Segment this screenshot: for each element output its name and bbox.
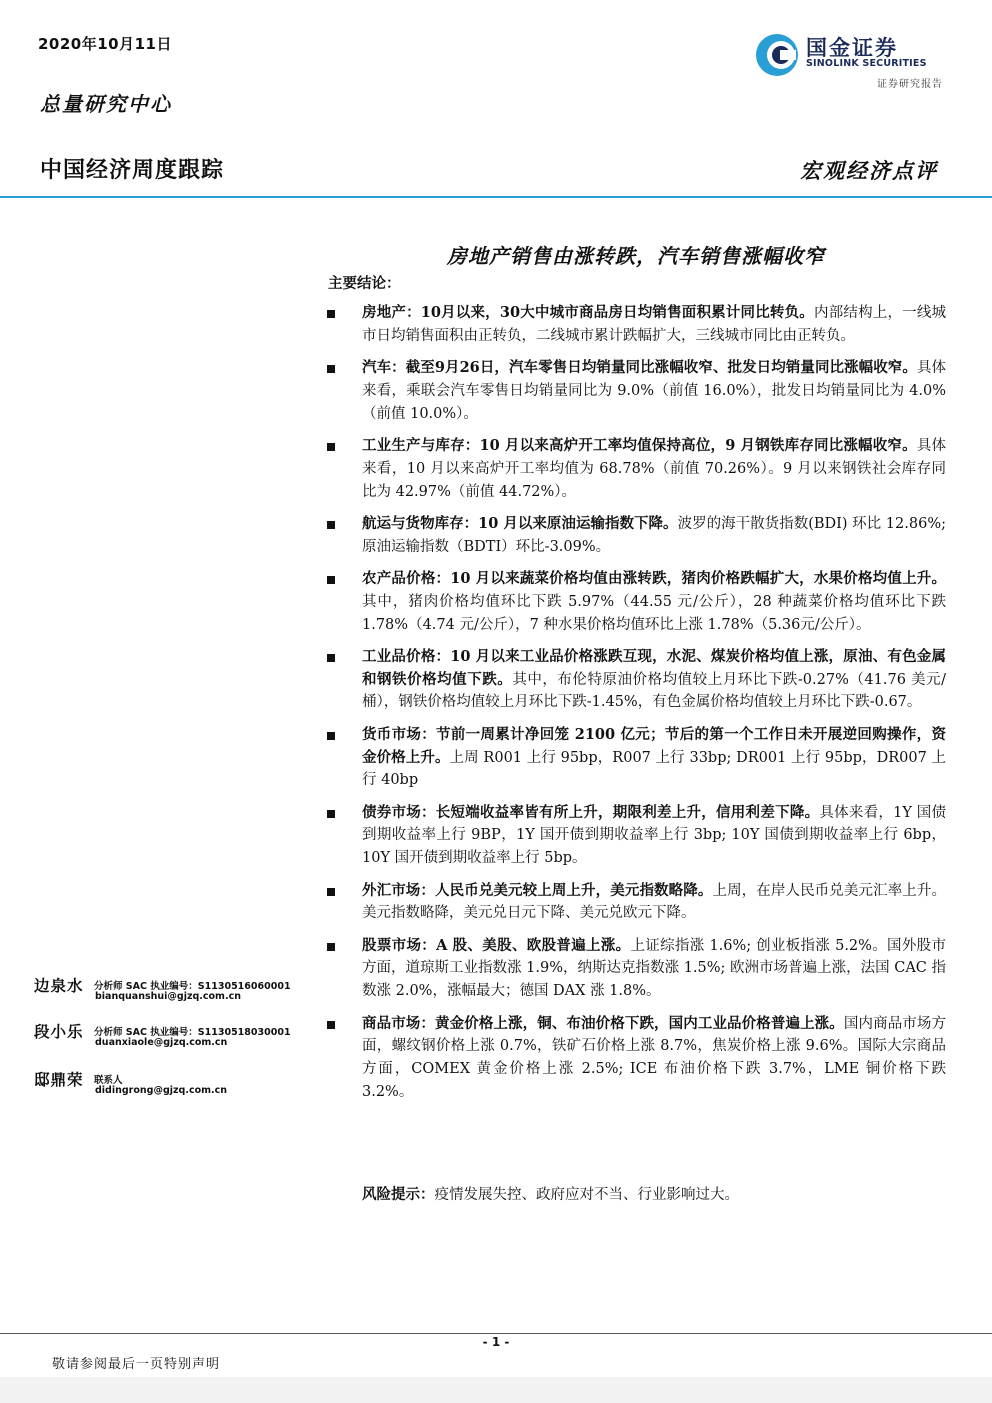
bullet-body: 具体来看，10 月以来高炉开工率均值为 68.78%（前值 70.26%）。9 月以来钢铁社会库存同比为 42.97%（前值 44.72%）。: [362, 437, 946, 500]
bullet-heading: 房地产：10月以来，30大中城市商品房日均销售面积累计同比转负。: [362, 304, 814, 321]
bullet-heading: 股票市场：A 股、美股、欧股普遍上涨。: [362, 936, 631, 954]
bullet-heading: 债券市场：长短端收益率皆有所上升，期限利差上升，信用利差下降。: [362, 803, 820, 821]
bullet-heading: 工业生产与库存：10 月以来高炉开工率均值保持高位，9 月钢铁库存同比涨幅收窄。: [362, 436, 917, 454]
analyst-name: 边泉水: [34, 976, 84, 995]
bullet-heading: 汽车：截至9月26日，汽车零售日均销量同比涨幅收窄、批发日均销量同比涨幅收窄。: [362, 359, 917, 377]
bullet-square-icon: [327, 888, 335, 896]
bullet-heading: 货币市场：节前一周累计净回笼 2100 亿元；节后的第一个工作日未开展逆回购操作，资金价格上升。: [362, 725, 946, 766]
analyst-role: 联系人: [94, 1075, 123, 1086]
risk-warning: [362, 1184, 739, 1206]
report-headline: 房地产销售由涨转跌，汽车销售涨幅收窄: [447, 244, 825, 268]
bullet-heading: 商品市场：黄金价格上涨，铜、布油价格下跌，国内工业品价格普遍上涨。: [362, 1014, 844, 1032]
list-item: [326, 724, 946, 792]
bullet-square-icon: [327, 654, 335, 662]
analyst-email[interactable]: didingrong@gjzq.com.cn: [95, 1085, 228, 1096]
analyst-email[interactable]: bianquanshui@gjzq.com.cn: [95, 991, 241, 1002]
analyst-card: [34, 974, 324, 1002]
bullet-body: 具体来看，乘联会汽车零售日均销量同比为 9.0%（前值 16.0%），批发日均销量同比为 4.0%（前值 10.0%）。: [362, 360, 947, 422]
footer-disclaimer: 敬请参阅最后一页特别声明: [52, 1357, 221, 1372]
report-series-title: 中国经济周度跟踪: [40, 158, 225, 183]
conclusions-list: [326, 302, 946, 1113]
analyst-card: [34, 1068, 324, 1096]
bullet-square-icon: [327, 810, 335, 818]
bullet-heading: 外汇市场：人民币兑美元较上周上升，美元指数略降。: [362, 881, 713, 899]
bullet-heading: 工业品价格：10 月以来工业品价格涨跌互现，水泥、煤炭价格均值上涨，原油、有色金属和钢铁价格均值下跌。: [362, 647, 946, 688]
bullet-square-icon: [327, 1021, 335, 1029]
report-date: 2020年10月11日: [38, 35, 172, 53]
list-item: [326, 302, 946, 348]
header-divider: [0, 196, 992, 198]
bullet-body: 其中，布伦特原油价格均值较上月环比下跌-0.27%（41.76 美元/桶），钢铁价格均值较上月环比下跌-1.45%，有色金属价格均值较上月环比下跌-0.67。: [362, 671, 947, 711]
analyst-name: 邸鼎荣: [34, 1070, 84, 1089]
company-logo: [754, 30, 949, 90]
list-item: [326, 513, 946, 559]
bullet-heading: 农产品价格：10 月以来蔬菜价格均值由涨转跌，猪肉价格跌幅扩大，水果价格均值上升。: [362, 569, 946, 587]
risk-label: 风险提示：: [362, 1186, 435, 1203]
risk-text: 疫情发展失控、政府应对不当、行业影响过大。: [434, 1187, 739, 1203]
logo-name-en: SINOLINK SECURITIES: [806, 58, 927, 69]
list-item: [326, 357, 946, 425]
bullet-body: 具体来看，1Y 国债到期收益率上行 9BP，1Y 国开债到期收益率上行 3bp; 10Y 国债到期收益率上行 6bp，10Y 国开债到期收益率上行 5bp。: [362, 804, 947, 867]
logo-name-cn: 国金证券: [806, 36, 898, 60]
bullet-body: 上周 R001 上行 95bp，R007 上行 33bp; DR001 上行 95bp，DR007 上行 40bp: [362, 749, 946, 789]
main-conclusions-label: 主要结论：: [328, 275, 401, 292]
report-type: 宏观经济点评: [800, 158, 938, 183]
bullet-body: 内部结构上，一线城市日均销售面积由正转负，二线城市累计跌幅扩大，三线城市同比由正转负。: [362, 305, 947, 344]
list-item: [326, 646, 946, 714]
bullet-square-icon: [327, 576, 335, 584]
department-name: 总量研究中心: [40, 92, 172, 116]
bullet-square-icon: [327, 443, 335, 451]
bullet-body: 上周，在岸人民币兑美元汇率上升。美元指数略降，美元兑日元下降、美元兑欧元下降。: [362, 882, 947, 922]
analyst-email[interactable]: duanxiaole@gjzq.com.cn: [95, 1037, 228, 1048]
bullet-body: 上证综指涨 1.6%; 创业板指涨 5.2%。国外股市方面，道琼斯工业指数涨 1.9%，纳斯达克指数涨 1.5%; 欧洲市场普遍上涨，法国 CAC 指数涨 2.0%，涨幅最大；德国 DAX 涨 1.8%。: [362, 937, 946, 1000]
footer-band: [0, 1377, 992, 1403]
bullet-square-icon: [327, 943, 335, 951]
list-item: [326, 802, 946, 870]
bullet-body: 国内商品市场方面，螺纹钢价格上涨 0.7%，铁矿石价格上涨 8.7%，焦炭价格上涨 9.6%。国际大宗商品方面，COMEX 黄金价格上涨 2.5%; ICE 布油价格下跌 3.7%，LME 铜价格下跌 3.2%。: [362, 1015, 947, 1100]
list-item: [326, 1013, 946, 1104]
list-item: [326, 935, 946, 1003]
analyst-name: 段小乐: [34, 1022, 84, 1041]
bullet-heading: 航运与货物库存：10 月以来原油运输指数下降。: [362, 514, 678, 532]
analyst-role: 分析师 SAC 执业编号：S1130518030001: [94, 1027, 291, 1038]
bullet-square-icon: [327, 310, 335, 318]
logo-mark-icon: [754, 32, 800, 78]
list-item: [326, 568, 946, 636]
bullet-square-icon: [327, 365, 335, 373]
list-item: [326, 435, 946, 503]
analyst-role: 分析师 SAC 执业编号：S1130516060001: [94, 981, 291, 992]
bullet-square-icon: [327, 521, 335, 529]
logo-subtitle: 证券研究报告: [877, 79, 943, 90]
bullet-body: 其中，猪肉价格均值环比下跌 5.97%（44.55 元/公斤），28 种蔬菜价格均值环比下跌 1.78%（4.74 元/公斤），7 种水果价格均值环比上涨 1.78%（5.36元/公斤）。: [362, 593, 946, 633]
footer-divider: [0, 1333, 992, 1334]
analyst-card: [34, 1020, 324, 1048]
bullet-square-icon: [327, 732, 335, 740]
page-number: - 1 -: [482, 1335, 510, 1349]
bullet-body: 波罗的海干散货指数(BDI) 环比 12.86%; 原油运输指数（BDTI）环比-3.09%。: [362, 515, 946, 555]
list-item: [326, 880, 946, 926]
